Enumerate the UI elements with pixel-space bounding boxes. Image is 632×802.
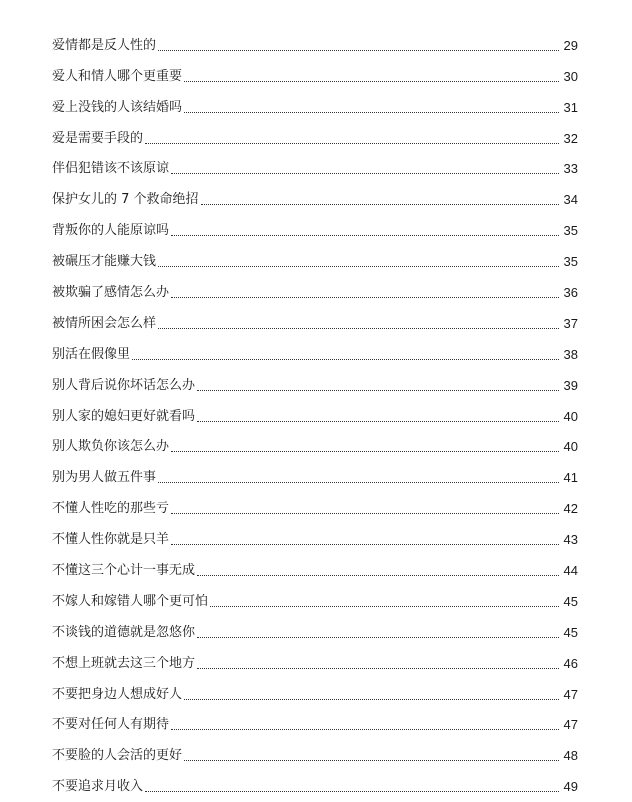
toc-dot-leader	[171, 513, 559, 514]
toc-entry[interactable]	[52, 395, 578, 426]
toc-entry-title[interactable]: 不谈钱的道德就是忽悠你	[52, 624, 196, 640]
toc-entry[interactable]	[52, 209, 578, 240]
toc-dot-leader	[184, 112, 559, 113]
toc-dot-leader	[158, 50, 559, 51]
toc-entry[interactable]	[52, 673, 578, 704]
toc-entry[interactable]	[52, 148, 578, 179]
toc-page-number: 42	[563, 501, 578, 517]
toc-page-number: 46	[563, 655, 578, 671]
toc-page-number: 34	[563, 192, 578, 208]
toc-page-number: 39	[563, 377, 578, 393]
toc-dot-leader	[197, 390, 559, 391]
toc-page-number: 30	[563, 68, 578, 84]
toc-entry[interactable]	[52, 456, 578, 487]
toc-entry-title[interactable]: 伴侣犯错该不该原谅	[52, 161, 170, 177]
toc-page-number: 45	[563, 624, 578, 640]
toc-entry-title[interactable]: 别人背后说你坏话怎么办	[52, 377, 196, 393]
toc-page-number: 45	[563, 593, 578, 609]
toc-page-number: 40	[563, 439, 578, 455]
toc-entry[interactable]	[52, 704, 578, 735]
toc-page-number: 33	[563, 161, 578, 177]
toc-dot-leader	[184, 699, 559, 700]
toc-entry[interactable]	[52, 580, 578, 611]
toc-entry-title[interactable]: 别人欺负你该怎么办	[52, 439, 170, 455]
toc-entry-title[interactable]: 不要脸的人会活的更好	[52, 748, 183, 764]
toc-entry-title[interactable]: 被欺骗了感情怎么办	[52, 285, 170, 301]
toc-entry[interactable]	[52, 302, 578, 333]
toc-dot-leader	[171, 544, 559, 545]
toc-entry-title[interactable]: 爱是需要手段的	[52, 130, 144, 146]
toc-dot-leader	[145, 791, 559, 792]
toc-entry-title[interactable]: 爱上没钱的人该结婚吗	[52, 99, 183, 115]
toc-entry-title[interactable]: 别人家的媳妇更好就看吗	[52, 408, 196, 424]
toc-entry-title[interactable]: 不要把身边人想成好人	[52, 686, 183, 702]
toc-entry-title[interactable]: 背叛你的人能原谅吗	[52, 223, 170, 239]
toc-dot-leader	[145, 143, 559, 144]
toc-entry[interactable]	[52, 518, 578, 549]
toc-dot-leader	[171, 451, 559, 452]
toc-entry[interactable]	[52, 240, 578, 271]
toc-entry[interactable]	[52, 487, 578, 518]
toc-page-number: 48	[563, 748, 578, 764]
toc-entry[interactable]	[52, 426, 578, 457]
toc-page-number: 38	[563, 346, 578, 362]
toc-page-number: 40	[563, 408, 578, 424]
toc-page-number: 36	[563, 285, 578, 301]
toc-page-number: 49	[563, 779, 578, 795]
toc-dot-leader	[158, 328, 559, 329]
toc-entry-title[interactable]: 不要对任何人有期待	[52, 717, 170, 733]
toc-dot-leader	[171, 729, 559, 730]
toc-dot-leader	[158, 482, 559, 483]
toc-entry[interactable]	[52, 24, 578, 55]
toc-entry-title[interactable]: 别为男人做五件事	[52, 470, 157, 486]
toc-entry-title[interactable]: 爱人和情人哪个更重要	[52, 68, 183, 84]
toc-page-number: 43	[563, 532, 578, 548]
toc-dot-leader	[171, 297, 559, 298]
toc-entry[interactable]	[52, 765, 578, 796]
toc-page-number: 41	[563, 470, 578, 486]
toc-page-number: 35	[563, 254, 578, 270]
toc-entry[interactable]	[52, 549, 578, 580]
toc-dot-leader	[197, 668, 559, 669]
toc-entry[interactable]	[52, 364, 578, 395]
toc-dot-leader	[201, 204, 559, 205]
toc-entry-title[interactable]: 不想上班就去这三个地方	[52, 655, 196, 671]
toc-page-number: 37	[563, 315, 578, 331]
toc-page-number: 44	[563, 563, 578, 579]
toc-entry-title[interactable]: 被碾压才能赚大钱	[52, 254, 157, 270]
toc-dot-leader	[158, 266, 559, 267]
toc-dot-leader	[184, 81, 559, 82]
toc-entry-title[interactable]: 别活在假像里	[52, 346, 131, 362]
toc-dot-leader	[197, 637, 559, 638]
toc-entry-title[interactable]: 不懂人性你就是只羊	[52, 532, 170, 548]
toc-entry[interactable]	[52, 642, 578, 673]
table-of-contents	[52, 24, 578, 796]
toc-dot-leader	[132, 359, 559, 360]
toc-dot-leader	[171, 235, 559, 236]
toc-entry[interactable]	[52, 117, 578, 148]
toc-entry-title[interactable]: 不懂这三个心计一事无成	[52, 563, 196, 579]
toc-page-number: 47	[563, 686, 578, 702]
toc-entry[interactable]	[52, 55, 578, 86]
toc-entry-title[interactable]: 爱情都是反人性的	[52, 37, 157, 53]
toc-page-number: 47	[563, 717, 578, 733]
toc-dot-leader	[197, 575, 559, 576]
toc-entry-title[interactable]: 被情所困会怎么样	[52, 315, 157, 331]
toc-page-number: 35	[563, 223, 578, 239]
toc-page-number: 32	[563, 130, 578, 146]
toc-entry-title[interactable]: 不嫁人和嫁错人哪个更可怕	[52, 593, 209, 609]
toc-entry-title[interactable]: 保护女儿的 7 个救命绝招	[52, 192, 199, 208]
toc-entry-title[interactable]: 不要追求月收入	[52, 779, 144, 795]
toc-entry[interactable]	[52, 271, 578, 302]
toc-entry[interactable]	[52, 611, 578, 642]
toc-entry[interactable]	[52, 333, 578, 364]
toc-dot-leader	[171, 173, 559, 174]
toc-entry[interactable]	[52, 734, 578, 765]
toc-dot-leader	[184, 760, 559, 761]
toc-page-number: 31	[563, 99, 578, 115]
toc-dot-leader	[197, 421, 559, 422]
toc-page-number: 29	[563, 37, 578, 53]
toc-entry[interactable]	[52, 86, 578, 117]
toc-entry-title[interactable]: 不懂人性吃的那些亏	[52, 501, 170, 517]
toc-dot-leader	[210, 606, 559, 607]
toc-entry[interactable]	[52, 178, 578, 209]
